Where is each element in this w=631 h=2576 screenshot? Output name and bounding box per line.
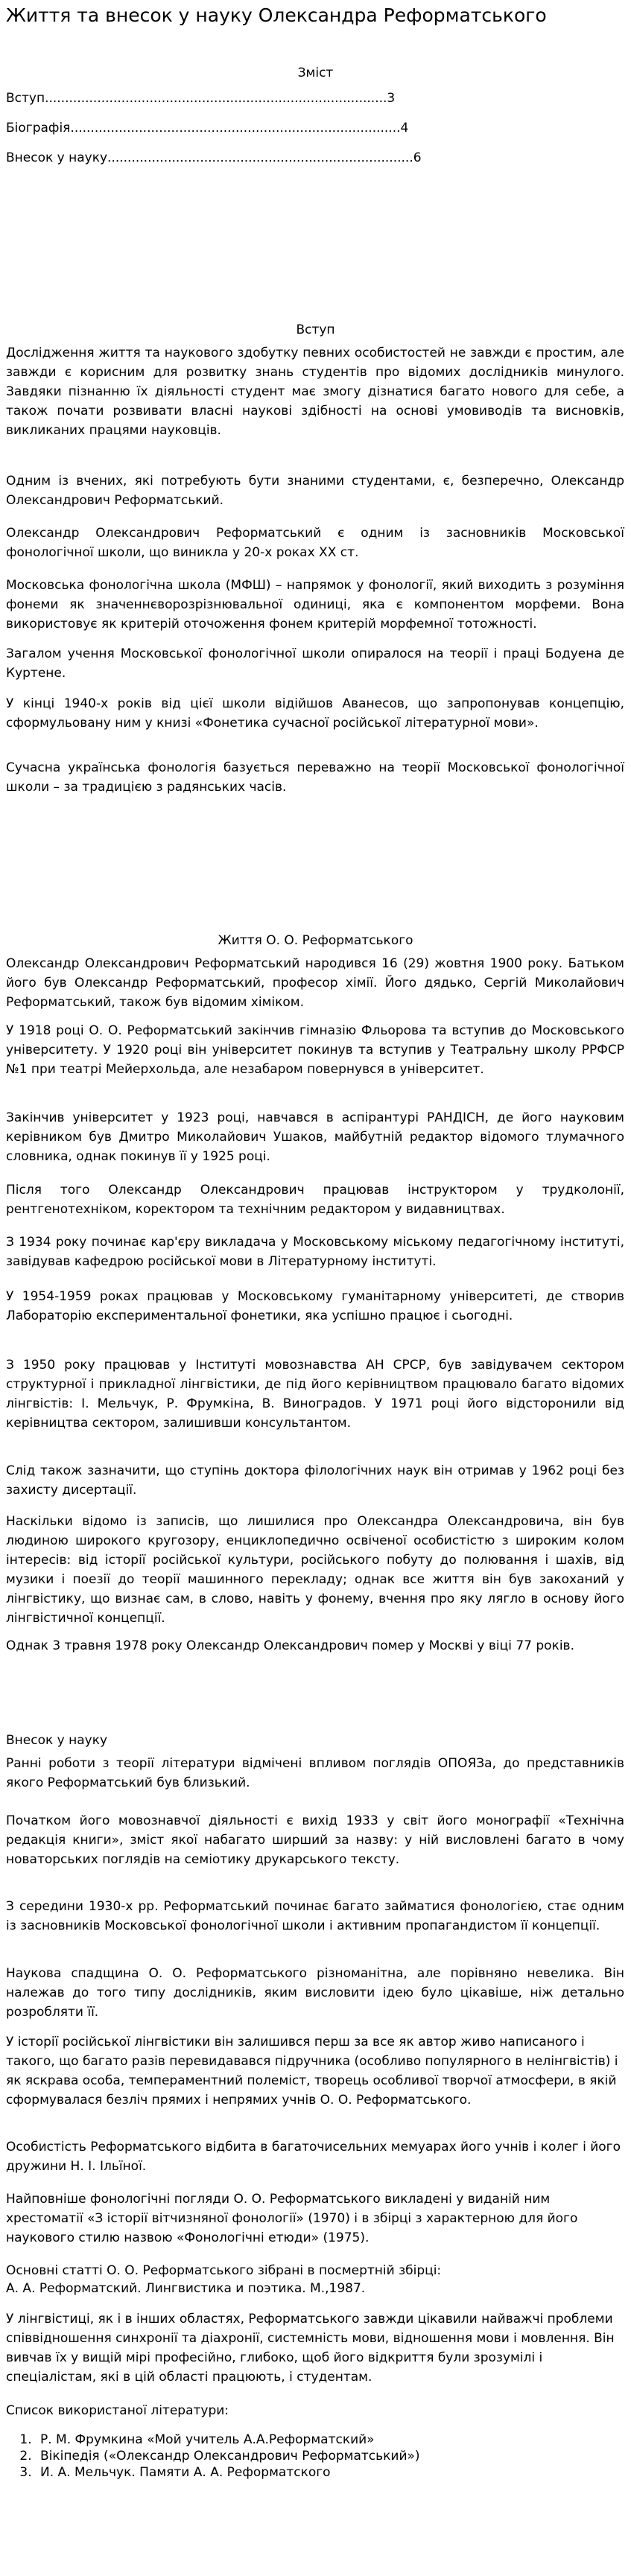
paragraph: З 1934 року починає кар'єру викладача у Московському міському педагогічному інституті, завідував кафедрою російської мови в Літературному інституті. [6,1235,624,1269]
paragraph: Олександр Олександрович Реформатський народився 16 (29) жовтня 1900 року. Батьком його був Олександр Реформатський, професор хімії. Його дядько, Сергій Миколайович Реформатський, також був відомим хіміком. [6,956,624,1010]
paragraph: Після того Олександр Олександрович працював інструктором у трудколонії, рентгенотехніком, коректором та технічним редактором у видавництвах. [6,1183,624,1217]
paragraph: У 1954-1959 роках працював у Московському гуманітарному університеті, де створив Лабораторію експериментальної фонетики, яка успішно працює і сьогодні. [6,1289,624,1323]
paragraph: У лінгвістиці, як і в інших областях, Реформатського завжди цікавили найважчі проблеми співвідношення синхронії та діахронії, системність мови, відношення мови і мовлення. Він вивчав їх у вищій мірі професійно, глибоко, щоб його відкриття були зрозумілі і спеціалістам, які в цій області працюють, і студентам. [6,2312,615,2385]
paragraph: Однак 3 травня 1978 року Олександр Олександрович помер у Москві у віці 77 років. [6,1638,574,1653]
document-title: Життя та внесок у науку Олександра Реформатського [6,4,547,26]
paragraph: Початком його мовознавчої діяльності є вихід 1933 у світ його монографії «Технічна редакція книги», зміст якої набагато ширший за назву: у ній висловлені багато в чому новаторських поглядів на семіотику друкарського тексту. [6,1813,624,1867]
paragraph: Сучасна українська фонологія базується переважно на теорії Московської фонологічної школи – за традицією з радянських часів. [6,760,624,795]
section-heading-intro: Вступ [296,322,335,337]
references-list [6,2432,631,2481]
references-heading: Список використаної літератури: [6,2403,229,2418]
section-heading-bio: Життя О. О. Реформатського [218,933,413,948]
paragraph: Ранні роботи з теорії літератури відмічені впливом поглядів ОПОЯЗа, до представників якого Реформатський був близький. [6,1756,624,1790]
section-heading-contrib: Внесок у науку [6,1733,108,1748]
paragraph: У кінці 1940-х років від цієї школи відійшов Аванесов, що запропонував концепцію, сформульовану ним у книзі «Фонетика сучасної російської літературної мови». [6,696,624,731]
reference-item: 1. Р. М. Фрумкина «Мой учитель А.А.Реформатский» [36,2432,631,2448]
reference-item: 3. И. А. Мельчук. Памяти А. А. Реформатского [36,2464,631,2481]
paragraph: Наскільки відомо із записів, що лишилися про Олександра Олександровича, він був людиною широкого кругозору, енциклопедично освіченої особистістю з широким колом інтересів: від історії російської культури, російського побуту до полювання і шахів, від музики і поезії до теорії машинного перекладу; однак все життя він був закоханий у лінгвістику, що визнає сам, в слово, навіть у фонему, вчення про яку лягло в основу його лінгвістичної концепції. [6,1514,624,1626]
toc-item[interactable]: Вступ.....................................................................................3 [6,91,396,106]
toc-heading: Зміст [297,66,334,80]
paragraph: Московська фонологічна школа (МФШ) – напрямок у фонології, який виходить з розуміння фонеми як значеннєворозрізнювальної одиниці, яка є компонентом морфеми. Вона використовує як критерій оточоження фонем критерій морфемної тотожності. [6,578,624,632]
paragraph: З 1950 року працював у Інституті мовознавства АН СРСР, був завідувачем сектором структурної і прикладної лінгвістики, де під його керівництвом працювало багато відомих лінгвістів: І. Мельчук, Р. Фрумкіна, В. Виноградов. У 1971 році його відсторонили від керівництва сектором, залишивши консультантом. [6,1358,624,1431]
paragraph: У історії російської лінгвістики він залишився перш за все як автор живо написаного і такого, що багато разів перевидавався підручника (особливо популярного в нелінгвістів) і як яскрава особа, темпераментний полеміст, творець особливої творчої атмосфери, в якій сформувалася безліч прямих і непрямих учнів О. О. Реформатського. [6,2035,618,2108]
paragraph: Загалом учення Московської фонологічної школи опиралося на теорії і праці Бодуена де Куртене. [6,646,624,681]
toc-item[interactable]: Біографія..................................................................................4 [6,121,409,136]
paragraph: Закінчив університет у 1923 році, навчався в аспірантурі РАНДІСН, де його науковим керівником був Дмитро Миколайович Ушаков, майбутній редактор відомого тлумачного словника, однак покинув її у 1925 році. [6,1110,624,1164]
paragraph: Олександр Олександрович Реформатський є одним із засновників Московської фонологічної школи, що виникла у 20-х роках XX ст. [6,526,624,560]
paragraph: Основні статті О. О. Реформатського зібрані в посмертній збірці: [6,2263,442,2278]
paragraph: Наукова спадщина О. О. Реформатського різноманітна, але порівняно невелика. Він належав до того типу дослідників, яким висловити ідею було цікавіше, ніж детально розробляти її. [6,1966,624,2020]
paragraph: Дослідження життя та наукового здобутку певних особистостей не завжди є простим, але завжди є корисним для розвитку знань студентів про відомих дослідників минулого. Завдяки пізнанню їх діяльності студент має змогу дізнатися багато нового для себе, а також почати розвивати власні наукові здібності на основі умовиводів та висновків, викликаних працями науковців. [6,346,624,438]
paragraph: Особистість Реформатського відбита в багаточисельних мемуарах його учнів і колег і його дружини Н. І. Ільїної. [6,2140,621,2174]
paragraph: З середини 1930-х рр. Реформатський починає багато займатися фонологією, стає одним із засновників Московської фонологічної школи і активним пропагандистом її концепції. [6,1899,624,1933]
paragraph: А. А. Реформатский. Лингвистика и поэтика. М.,1987. [6,2281,366,2296]
toc-item[interactable]: Внесок у науку............................................................................6 [6,150,422,165]
reference-item: 2. Вікіпедія («Олександр Олександрович Реформатський») [36,2448,631,2464]
paragraph: Одним із вчених, які потребують бути знаними студентами, є, безперечно, Олександр Олександрович Реформатський. [6,474,624,508]
paragraph: У 1918 році О. О. Реформатський закінчив гімназію Фльорова та вступив до Московського університету. У 1920 році він університет покинув та вступив у Театральну школу РРФСР №1 при театрі Мейерхольда, але незабаром повернувся в університет. [6,1023,624,1077]
paragraph: Слід також зазначити, що ступінь доктора філологічних наук він отримав у 1962 році без захисту дисертації. [6,1463,624,1498]
paragraph: Найповніше фонологічні погляди О. О. Реформатського викладені у виданій ним хрестоматії «З історії вітчизняної фонології» (1970) і в збірці з характерною для його наукового стилю назвою «Фонологічні етюди» (1975). [6,2192,578,2245]
